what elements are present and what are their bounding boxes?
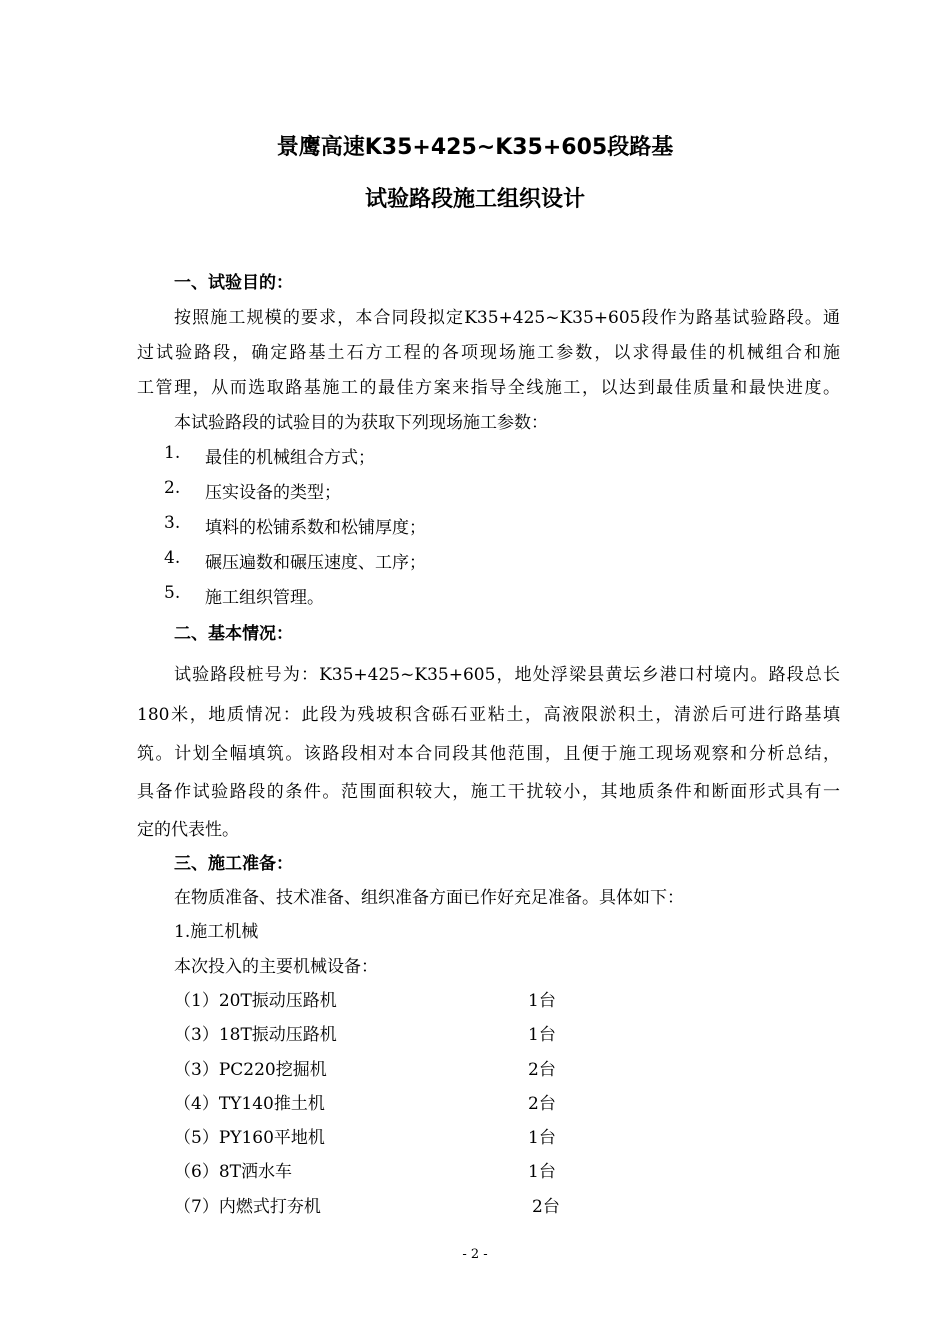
- equipment-quantity: 1台: [528, 1025, 556, 1045]
- equipment-name: （4）TY140推土机: [174, 1094, 325, 1114]
- equipment-name: （3）PC220挖掘机: [174, 1060, 327, 1080]
- equipment-quantity: 2台: [528, 1060, 556, 1080]
- document-title-line1: 景鹰高速K35+425~K35+605段路基: [276, 135, 674, 160]
- equipment-quantity: 2台: [528, 1094, 556, 1114]
- section3-subheading: 1.施工机械: [174, 922, 259, 942]
- equipment-name: （1）20T振动压路机: [174, 991, 337, 1011]
- equipment-name: （7）内燃式打夯机: [174, 1197, 321, 1217]
- equipment-quantity: 1台: [528, 1162, 556, 1182]
- section2-paragraph-line: 180米，地质情况：此段为残坡积含砾石亚粘土，高液限淤积土，清淤后可进行路基填: [137, 705, 840, 725]
- list-item-text: 施工组织管理。: [205, 588, 324, 608]
- list-item-number: 2.: [164, 478, 181, 498]
- section2-paragraph-line: 具备作试验路段的条件。范围面积较大，施工干扰较小，其地质条件和断面形式具有一: [137, 782, 840, 802]
- equipment-quantity: 2台: [532, 1197, 560, 1217]
- list-item-text: 最佳的机械组合方式；: [205, 448, 375, 468]
- equipment-name: （6）8T洒水车: [174, 1162, 292, 1182]
- document-title-line2: 试验路段施工组织设计: [364, 187, 585, 212]
- equipment-name: （3）18T振动压路机: [174, 1025, 337, 1045]
- section1-intro: 本试验路段的试验目的为获取下列现场施工参数：: [174, 413, 548, 433]
- equipment-name: （5）PY160平地机: [174, 1128, 325, 1148]
- list-item-number: 3.: [164, 513, 181, 533]
- list-item-text: 压实设备的类型；: [205, 483, 341, 503]
- section3-heading: 三、施工准备：: [174, 854, 293, 874]
- section2-paragraph-line: 定的代表性。: [137, 820, 239, 840]
- section2-paragraph-line: 试验路段桩号为：K35+425~K35+605，地处浮梁县黄坛乡港口村境内。路段总长: [174, 665, 840, 685]
- section2-paragraph-line: 筑。计划全幅填筑。该路段相对本合同段其他范围，且便于施工现场观察和分析总结，: [137, 744, 840, 764]
- equipment-quantity: 1台: [528, 1128, 556, 1148]
- list-item-number: 4.: [164, 548, 181, 568]
- section1-paragraph-line: 过试验路段，确定路基土石方工程的各项现场施工参数，以求得最佳的机械组合和施: [137, 343, 840, 363]
- list-item-number: 5.: [164, 583, 181, 603]
- equipment-intro: 本次投入的主要机械设备：: [174, 957, 378, 977]
- section1-paragraph-line: 工管理，从而选取路基施工的最佳方案来指导全线施工，以达到最佳质量和最快进度。: [137, 378, 840, 398]
- section1-heading: 一、试验目的：: [174, 273, 293, 293]
- list-item-number: 1.: [164, 443, 181, 463]
- section1-paragraph-line: 按照施工规模的要求，本合同段拟定K35+425~K35+605段作为路基试验路段。通: [174, 308, 840, 328]
- equipment-quantity: 1台: [528, 991, 556, 1011]
- section3-intro: 在物质准备、技术准备、组织准备方面已作好充足准备。具体如下：: [174, 888, 684, 908]
- section2-heading: 二、基本情况：: [174, 624, 293, 644]
- page-number: - 2 -: [462, 1247, 488, 1262]
- list-item-text: 碾压遍数和碾压速度、工序；: [205, 553, 426, 573]
- list-item-text: 填料的松铺系数和松铺厚度；: [205, 518, 426, 538]
